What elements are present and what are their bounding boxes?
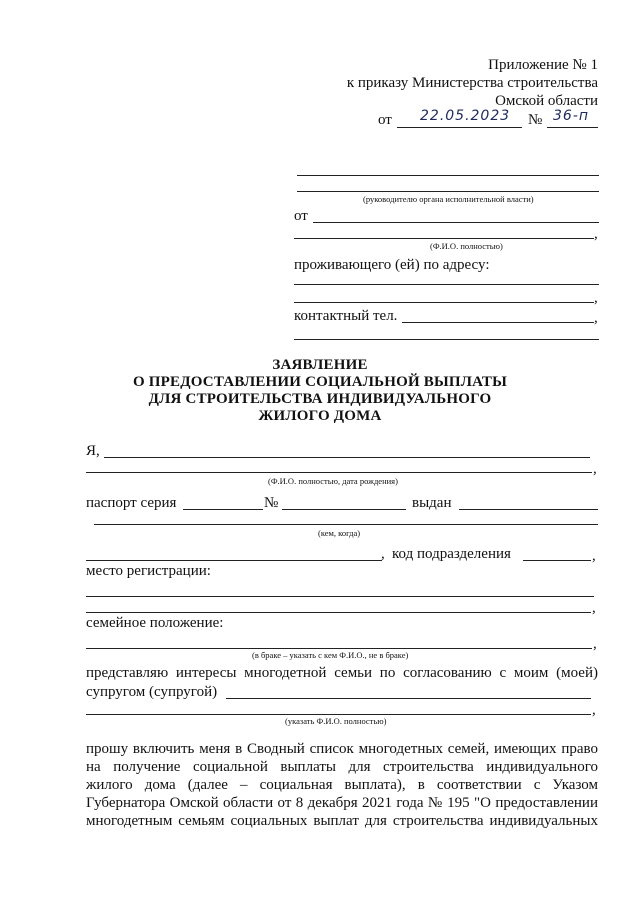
issued-label: выдан <box>412 495 452 511</box>
spouse-line-1 <box>226 698 591 699</box>
marital-caption: (в браке – указать с кем Ф.И.О., не в браке) <box>252 650 409 660</box>
phone-line <box>402 322 594 323</box>
comma: , <box>592 600 596 616</box>
number-line <box>547 127 598 128</box>
appendix-region: Омской области <box>495 93 598 109</box>
appendix-title: Приложение № 1 <box>488 57 598 73</box>
fio-birth-caption: (Ф.И.О. полностью, дата рождения) <box>268 476 398 486</box>
registration-line-1 <box>86 596 594 597</box>
number-value: 36-п <box>553 108 590 124</box>
from-line-2 <box>294 238 594 239</box>
comma: , <box>594 290 598 306</box>
subdivision-line <box>523 560 591 561</box>
comma: , <box>594 226 598 242</box>
fio-line-1 <box>104 457 590 458</box>
comma: , <box>592 548 596 564</box>
title-line-4: ЖИЛОГО ДОМА <box>258 408 382 424</box>
comma: , <box>593 461 597 477</box>
address-line-1 <box>294 284 599 285</box>
comma: , <box>594 310 598 326</box>
comma: , <box>592 702 596 718</box>
comma: , <box>381 546 385 562</box>
date-line <box>397 127 522 128</box>
appendix-order-ref: к приказу Министерства строительства <box>346 75 598 91</box>
spouse-line-2 <box>86 714 591 715</box>
i-label: Я, <box>86 443 100 459</box>
from-line-1 <box>313 222 599 223</box>
phone-label: контактный тел. <box>294 308 398 324</box>
spouse-caption: (указать Ф.И.О. полностью) <box>285 716 387 726</box>
body-line-5: многодетным семьям социальных выплат для строительства индивидуальных <box>86 813 598 829</box>
head-line-2 <box>297 191 599 192</box>
body-line-4: Губернатора Омской области от 8 декабря 2021 года № 195 "О предоставлении <box>86 795 598 811</box>
body-line-2: на получение социальной выплаты для строительства индивидуального <box>86 759 598 775</box>
residing-label: проживающего (ей) по адресу: <box>294 257 490 273</box>
number-prefix: № <box>528 112 543 128</box>
body-line-1: прошу включить меня в Сводный список многодетных семей, имеющих право <box>86 741 598 757</box>
title-line-2: О ПРЕДОСТАВЛЕНИИ СОЦИАЛЬНОЙ ВЫПЛАТЫ <box>132 374 508 390</box>
represent-text: представляю интересы многодетной семьи по согласованию с моим (моей) <box>86 665 598 681</box>
issued-line-2 <box>94 524 598 525</box>
marital-line <box>86 648 592 649</box>
registration-line-2 <box>86 612 591 613</box>
passport-number-line <box>282 509 406 510</box>
issued-line-3 <box>86 560 382 561</box>
passport-number-label: № <box>264 495 279 511</box>
from-label: от <box>294 208 308 224</box>
phone-line-2 <box>294 339 599 340</box>
passport-series-label: паспорт серия <box>86 495 177 511</box>
registration-label: место регистрации: <box>86 563 211 579</box>
head-line-1 <box>297 175 599 176</box>
fio-caption: (Ф.И.О. полностью) <box>430 241 503 251</box>
date-value: 22.05.2023 <box>420 108 511 124</box>
fio-line-2 <box>86 472 592 473</box>
spouse-label: супругом (супругой) <box>86 684 218 700</box>
marital-label: семейное положение: <box>86 615 224 631</box>
head-caption: (руководителю органа исполнительной власти) <box>363 194 534 204</box>
passport-series-line <box>183 509 263 510</box>
address-line-2 <box>294 302 594 303</box>
title-line-3: ДЛЯ СТРОИТЕЛЬСТВА ИНДИВИДУАЛЬНОГО <box>148 391 492 407</box>
comma: , <box>593 636 597 652</box>
issued-by-caption: (кем, когда) <box>318 528 361 538</box>
subdivision-label: код подразделения <box>392 546 511 562</box>
date-prefix: от <box>378 112 392 128</box>
title-line-1: ЗАЯВЛЕНИЕ <box>272 357 368 373</box>
body-line-3: жилого дома (далее – социальная выплата), в соответствии с Указом <box>86 777 598 793</box>
issued-line-1 <box>459 509 598 510</box>
